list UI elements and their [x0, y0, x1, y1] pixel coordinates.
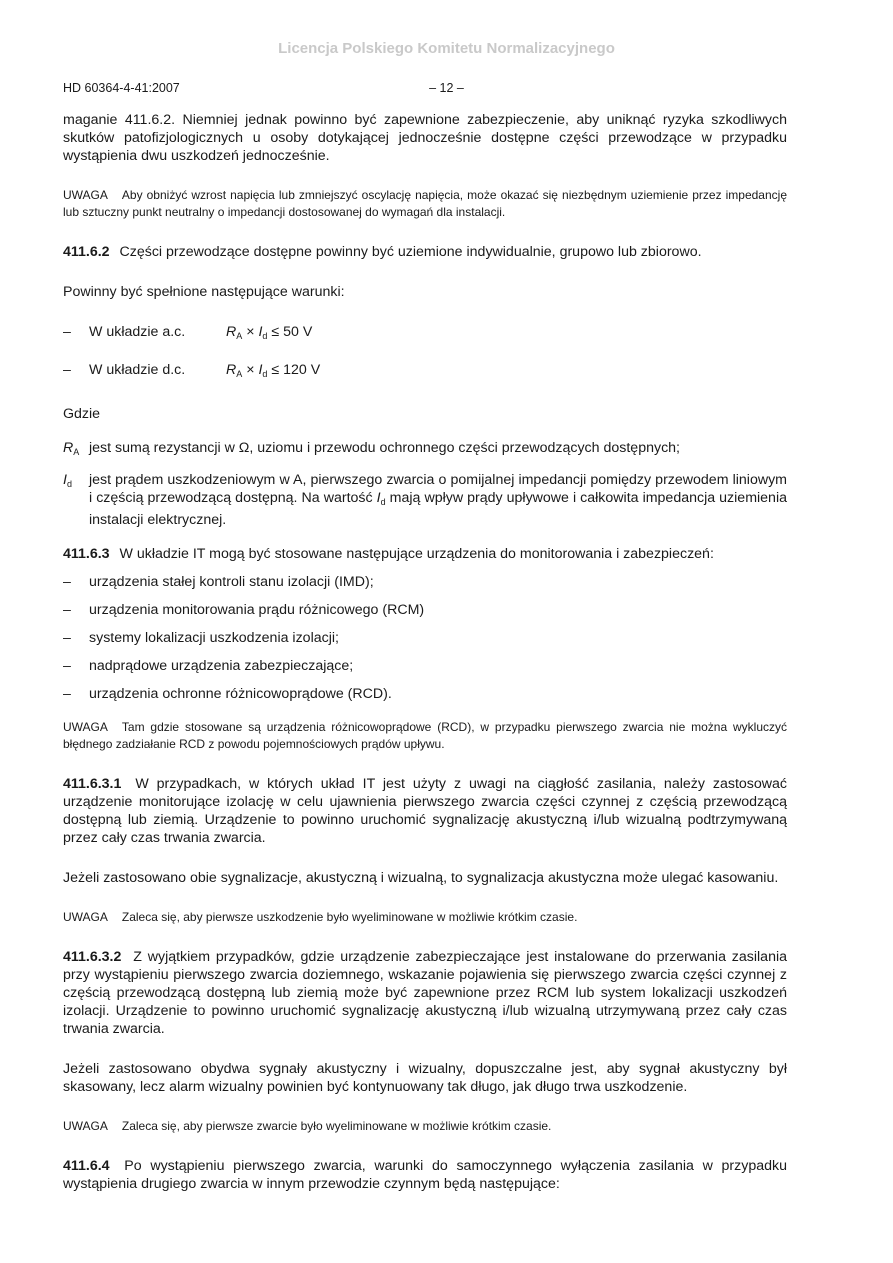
- paragraph-continuation: maganie 411.6.2. Niemniej jednak powinno być zapewnione zabezpieczenie, aby uniknąć ryzyka szkodliwych skutków patofizjologicznych u osoby dotykającej jednocześnie dostępne części przewodzące w przypadku wystąpienia dwu uszkodzeń jednocześnie.: [63, 112, 787, 164]
- note-label: UWAGA: [63, 910, 108, 924]
- condition-formula: $R_A \times I_d \le 50$ V: [226, 324, 313, 341]
- definition-symbol: $R_A$: [63, 440, 80, 457]
- section-text: W układzie IT mogą być stosowane następujące urządzenia do monitorowania i zabezpieczeń:: [119, 546, 714, 562]
- list-item: – urządzenia stałej kontroli stanu izolacji (IMD);: [63, 574, 374, 590]
- dash-bullet: –: [63, 324, 71, 340]
- section-411-6-3-1: [63, 775, 787, 847]
- condition-label: W układzie a.c.: [89, 324, 186, 340]
- condition-formula: $R_A \times I_d \le 120$ V: [226, 362, 321, 379]
- note-label: UWAGA: [63, 1119, 108, 1133]
- section-411-6-3: [63, 545, 787, 563]
- note-text: Zaleca się, aby pierwsze zwarcie było wyeliminowane w możliwie krótkim czasie.: [121, 1119, 552, 1133]
- condition-label: W układzie d.c.: [89, 362, 186, 378]
- section-411-6-4: [63, 1157, 787, 1193]
- section-text: Po wystąpieniu pierwszego zwarcia, warunki do samoczynnego wyłączenia zasilania w przypadku wystąpienia drugiego zwarcia w innym przewodzie czynnym będą następujące:: [63, 1158, 788, 1192]
- paragraph-signal-2: Jeżeli zastosowano obydwa sygnały akustyczny i wizualny, dopuszczalne jest, aby sygnał akustyczny był skasowany, lecz alarm wizualny powinien być kontynuowany tak długo, jak długo trwa uszkodzenie.: [63, 1061, 787, 1095]
- note-3: [63, 909, 787, 926]
- document-id: HD 60364-4-41:2007: [63, 81, 180, 95]
- condition-dc: [63, 361, 787, 383]
- conditions-intro: Powinny być spełnione następujące warunki:: [63, 284, 345, 300]
- where-label: Gdzie: [63, 406, 101, 422]
- definition-symbol: $I_d$: [63, 472, 72, 489]
- dash-bullet: –: [63, 362, 71, 378]
- list-item: – nadprądowe urządzenia zabezpieczające;: [63, 658, 354, 674]
- page-body: [63, 111, 787, 1193]
- note-1: [63, 187, 787, 221]
- note-4: [63, 1118, 787, 1135]
- section-number: 411.6.3.2: [63, 949, 122, 965]
- page-number: – 12 –: [429, 81, 464, 95]
- note-text: Zaleca się, aby pierwsze uszkodzenie było wyeliminowane w możliwie krótkim czasie.: [121, 910, 578, 924]
- list-item: – urządzenia ochronne różnicowoprądowe (RCD).: [63, 686, 392, 702]
- definition-text: jest prądem uszkodzeniowym w A, pierwszego zwarcia o pomijalnej impedancji pomiędzy przewodem liniowym i częścią przewodzącą dostępną. Na wartość $I_d$ mają wpływ prądy upływowe i całkowita impedancja uziemienia instalacji elektrycznej.: [89, 472, 787, 528]
- note-label: UWAGA: [63, 188, 108, 202]
- definition-text: jest sumą rezystancji w Ω, uziomu i przewodu ochronnego części przewodzących dostępnych;: [89, 440, 680, 456]
- definition-id: [63, 471, 787, 529]
- note-2: [63, 719, 787, 753]
- note-text: Aby obniżyć wzrost napięcia lub zmniejszyć oscylację napięcia, może okazać się niezbędnym uziemienie przez impedancję lub sztuczny punkt neutralny o impedancji dostosowanej do wymagań dla instalacji.: [63, 188, 787, 219]
- note-label: UWAGA: [63, 720, 108, 734]
- definition-ra: [63, 439, 787, 461]
- section-number: 411.6.2: [63, 244, 110, 260]
- list-item: – urządzenia monitorowania prądu różnicowego (RCM): [63, 602, 425, 618]
- section-411-6-2: [63, 243, 787, 261]
- section-number: 411.6.3.1: [63, 776, 122, 792]
- section-text: Części przewodzące dostępne powinny być uziemione indywidualnie, grupowo lub zbiorowo.: [119, 244, 702, 260]
- section-text: W przypadkach, w których układ IT jest użyty z uwagi na ciągłość zasilania, należy zastosować urządzenie monitorujące izolację w celu ujawnienia pierwszego zwarcia części czynnej z częścią przewodzącą dostępną lub ziemią. Urządzenie to powinno uruchomić sygnalizację akustyczną i/lub wizualną podtrzymywaną przez cały czas trwania zwarcia.: [63, 776, 787, 846]
- section-text: Z wyjątkiem przypadków, gdzie urządzenie zabezpieczające jest instalowane do przerwania zasilania przy wystąpieniu pierwszego zwarcia doziemnego, wskazanie pojawienia się pierwszego zwarcia części czynnej z częścią przewodzącą dostępną lub ziemią może być zapewnione przez RCM lub system lokalizacji uszkodzeń izolacji. Urządzenie to powinno uruchomić sygnalizację akustyczną i/lub wizualną utrzymywaną przez cały czas trwania zwarcia.: [63, 949, 787, 1037]
- watermark: Licencja Polskiego Komitetu Normalizacyjnego: [278, 40, 615, 57]
- section-411-6-3-2: [63, 948, 787, 1038]
- condition-ac: [63, 323, 787, 345]
- section-number: 411.6.4: [63, 1158, 110, 1174]
- note-text: Tam gdzie stosowane są urządzenia różnicowoprądowe (RCD), w przypadku pierwszego zwarcia nie można wykluczyć błędnego zadziałanie RCD z powodu pojemnościowych prądów upływu.: [63, 720, 787, 751]
- section-number: 411.6.3: [63, 546, 110, 562]
- list-item: – systemy lokalizacji uszkodzenia izolacji;: [63, 630, 339, 646]
- paragraph-signal-1: Jeżeli zastosowano obie sygnalizacje, akustyczną i wizualną, to sygnalizacja akustyczna może ulegać kasowaniu.: [63, 870, 779, 886]
